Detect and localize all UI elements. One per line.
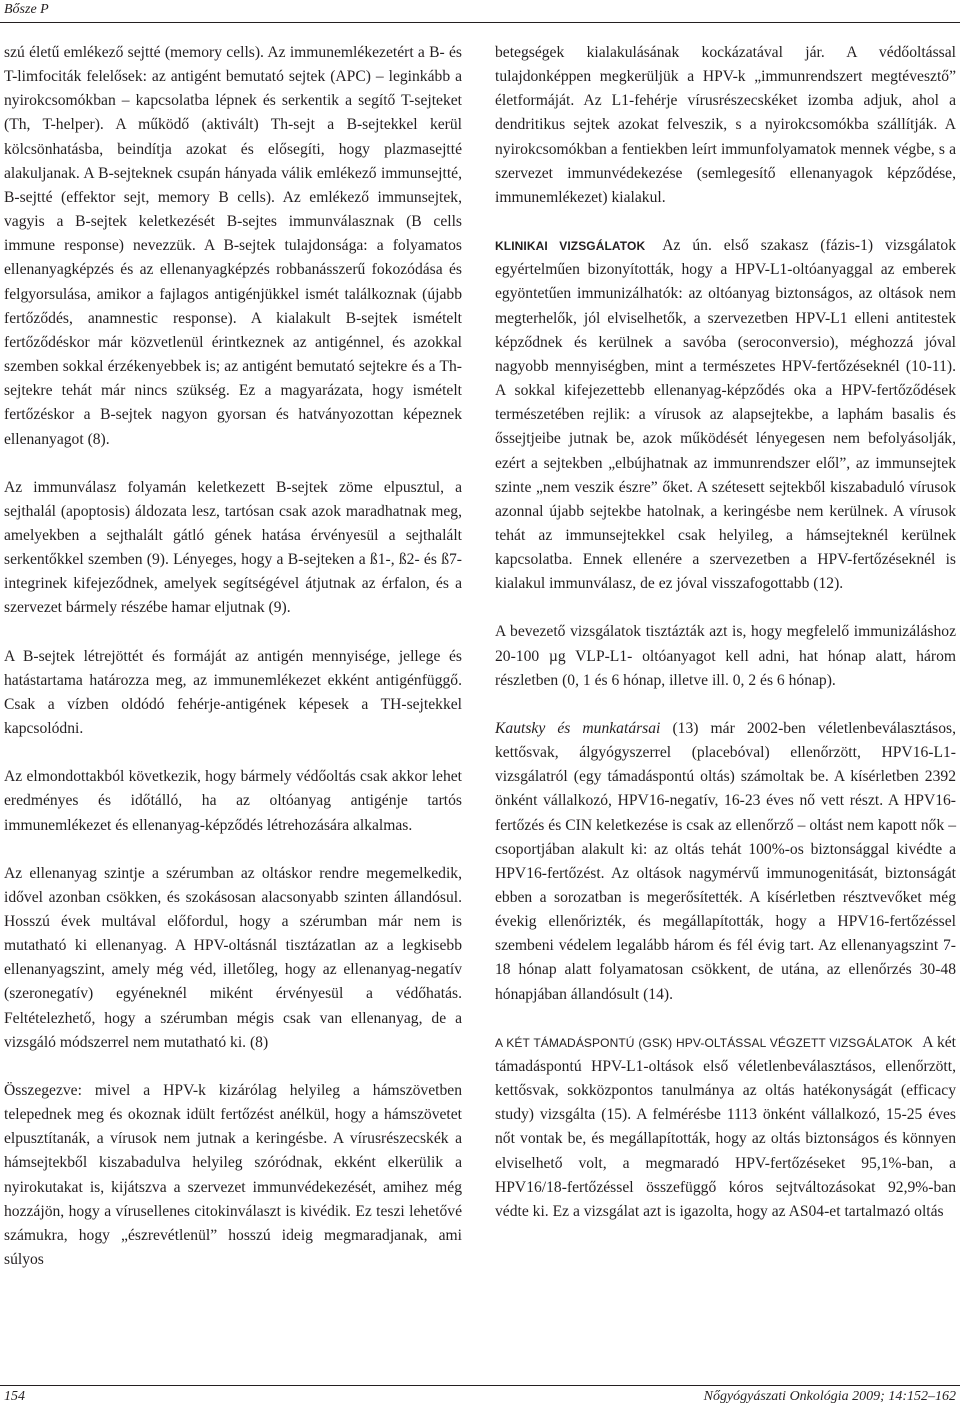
paragraph-text: (13) már 2002-ben véletlenbeválasztásos, kettősvak, álgyógyszerrel (placebóval) ellenőrzött, HPV16-L1-vizsgálatról (egy támadáspontú oltás) számoltak be. A kísérletben 2392 önként vállalkozó, HPV16-negatív, 16-23 éves nő vett részt. A HPV16-fertőzés és CIN keletkezése is csak az ellenőrző – oltást nem kapott nők – csoportjában alakult ki: az oltás tehát 100%-os biztonsággal kivédte a HPV16-fertőzést. Az oltások nagymérvű immunogenitását, biztonságát ebben a sorozatban is megerősítették. A kísérletben résztvevőket még évekig ellenőrizték, és megállapították, hogy a HPV16-fertőzéssel szembeni védelem legalább három és fél évig tart. Az ellenanyagszint 7-18 hónap alatt folyamatosan csökkent, de utána, az ellenőrzés 30-48 hónapjában állandósult (14). bbox=[495, 719, 956, 1003]
section-text: Az ún. első szakasz (fázis-1) vizsgálatok egyértelműen bizonyították, hogy a HPV-L1-oltóanyaggal az emberek egyöntetűen immunizálhatók: az oltóanyag biztonságos, az oltások nem megterhelők, jól elviselhetők, a szervezetben HPV-L1 elleni antitestek képződnek és kerülnek a savóba (seroconversio), méghozzá jóval nagyobb mennyiségben, mint a természetes HPV-fertőzéseknél (10-11). A sokkal kifejezettebb ellenanyag-képződés oka a HPV-fertőződések természetében rejlik: a vírusok az alapsejtekbe, a laphám basalis és őssejtjeibe jutnak be, azok működését lényegesen nem befolyásolják, ezért a sejtekben „elbújhatnak az immunrendszer elől”, az immunsejtek szinte „nem veszik észre” őket. A szétesett sejtekből kiszabaduló vírusok azonnal újabb sejtekbe hatolnak, a keringésbe nem kerülnek. A vírusok tehát az immunsejtekkel csak helyileg, a hámsejteknél kerülnek kapcsolatba. Ennek ellenére a szervezetben a HPV-fertőzéseknél is kialakul immunválasz, de ez jóval visszafogottabb (12). bbox=[495, 237, 956, 593]
paragraph: Az elmondottakból következik, hogy bármely védőoltás csak akkor lehet eredményes és időtálló, ha az oltóanyag antigénje tartós immunemlékezet és ellenanyag-képződés létrehozására alkalmas. bbox=[4, 768, 462, 834]
paragraph: A B-sejtek létrejöttét és formáját az antigén mennyisége, jellege és hatástartama határozza meg, az immunemlékezet ekként antigénfüggő. Csak a vízben oldódó fehérje-antigének képesek a TH-sejtekkel kapcsolódni. bbox=[4, 647, 462, 738]
paragraph bbox=[495, 1031, 956, 1224]
left-column bbox=[4, 41, 462, 1296]
paragraph: A bevezető vizsgálatok tisztázták azt is, hogy megfelelő immunizáláshoz 20-100 µg VLP-L1- oltóanyagot kell adni, hat hónap alatt, három részletben (0, 1 és 6 hónap, illetve ill. 0, 2 és 6 hónap). bbox=[495, 623, 956, 689]
author-citation: Kautsky és munkatársai bbox=[495, 719, 661, 737]
journal-citation: Nőgyógyászati Onkológia 2009; 14:152–162 bbox=[703, 1389, 956, 1404]
footer-rule bbox=[0, 1385, 960, 1386]
section-heading: KLINIKAI VIZSGÁLATOK bbox=[495, 239, 646, 254]
paragraph bbox=[495, 234, 956, 596]
section-heading: A KÉT TÁMADÁSPONTÚ (GSK) HPV-OLTÁSSAL VÉGZETT VIZSGÁLATOK bbox=[495, 1035, 913, 1050]
paragraph: betegségek kialakulásának kockázatával jár. A védőoltással tulajdonképpen megkerüljük a HPV-k „immunrendszert megtévesztő” életformáját. Az L1-fehérje vírusrészecskéket izomba adjuk, ahol a dendritikus sejtek azokat felveszik, s a nyirokcsomókba szállítják. A nyirokcsomókban a fentiekben leírt immunfolyamatok mennek végbe, s a szervezet immunvédekezése (semlegesítő ellenanyagok képződése, immunemlékezet) kialakul. bbox=[495, 44, 956, 206]
paragraph: Az ellenanyag szintje a szérumban az oltáskor rendre megemelkedik, idővel azonban csökken, és szokásosan alacsonyabb szinten állandósul. Hosszú évek multával előfordul, hogy a szérumban már nem is mutatható ki ellenanyag. A HPV-oltásnál tisztázatlan az a legkisebb ellenanyagszint, amely még véd, illetőleg, hogy az ellenanyag-negatív (szeronegatív) egyéneknél miként érvényesül a védőhatás. Feltételezhető, hogy a szérumban mégis csak van ellenanyag, de a vizsgáló módszerrel nem mutatható ki. (8) bbox=[4, 864, 462, 1051]
running-head: Bősze P bbox=[4, 2, 49, 17]
page-number: 154 bbox=[4, 1389, 25, 1404]
paragraph: szú életű emlékező sejtté (memory cells). Az immunemlékezetért a B- és T-limfociták felelősek: az antigént bemutató sejtek (APC) – leginkább a nyirokcsomókban – kapcsolatba lépnek és serkentik a segítő T-sejteket (Th, T-helper). A működő (aktivált) Th-sejt a B-sejtekkel kerül kölcsönhatásba, beindítja azokat és elősegíti, hogy plazmasejtté alakuljanak. A B-sejteknek csupán hányada válik emlékező immunsejtté, B-sejtté (effektor sejt, memory B cells). Az emlékező immunsejtek, vagyis a B-sejtek keletkezését B-sejtes immunválasznak (B cells immune response) nevezzük. A B-sejtek tulajdonsága: a folyamatos ellenanyagképzés és az ellenanyagképzés robbanásszerű fokozódása és felgyorsulása, amikor a fajlagos antigénjükkel ismét találkoznak (újabb fertőződés, anamnestic response). A kialakult B-sejtek ismételt fertőződéskor már közvetlenül érintkeznek az antigénnel, és azokkal szemben sokkal érzékenyebbek is; az antigént bemutató sejtekre és a Th-sejtekre tehát már nincs szükség. Ez a magyarázata, hogy ismételt fertőzéskor a B-sejtek nagyon gyorsan és hatványozottan képeznek ellenanyagot (8). bbox=[4, 44, 462, 448]
header-rule bbox=[0, 22, 960, 23]
section-text: A két támadáspontú HPV-L1-oltások első véletlenbeválasztásos, ellenőrzött, kettősvak, sokközpontos tanulmánya az oltás hatékonyságát (efficacy study) vizsgálta (15). A felmérésbe 1113 önként vállalkozó, 15-25 éves nőt vontak be, és megállapították, hogy az oltás biztonságos és könnyen elviselhető volt, a megmaradó HPV-fertőzéseket 95,1%-ban, a HPV16/18-fertőzéssel összefüggő kóros sejtváltozásokat 92,9%-ban védte ki. Ez a vizsgálat azt is igazolta, hogy az AS04-et tartalmazó oltás bbox=[495, 1033, 957, 1220]
paragraph: Az immunválasz folyamán keletkezett B-sejtek zöme elpusztul, a sejthalál (apoptosis) áldozata lesz, tartósan csak azok maradhatnak meg, amelyekben a sejthalált gátló gének hatása érvényesül a sejthalált serkentőkkel szemben (9). Lényeges, hogy a B-sejteken a ß1-, ß2- és ß7-integrinek kifejeződnek, amelyek segítségével átjutnak az érfalon, és a szervezet bármely részébe hamar eljutnak (9). bbox=[4, 478, 462, 617]
right-column bbox=[495, 41, 956, 1248]
paragraph bbox=[495, 717, 956, 1007]
paragraph: Összegezve: mivel a HPV-k kizárólag helyileg a hámszövetben telepednek meg és okoznak idült fertőzést anélkül, hogy a hámszövetet elpusztítanák, a vírusok nem jutnak a keringésbe. A vírusrészecskék a hámsejtekből kiszabadulva helyileg szóródnak, ekként elkerülik a nyirokutakat is, kijátszva a szervezet immunvédekezését, amihez még hozzájön, hogy a vírusellenes citokinválaszt is kivédik. Ez teszi lehetővé számukra, hogy „észrevétlenül” hosszú ideig megmaradjanak, ami súlyos bbox=[4, 1081, 462, 1269]
